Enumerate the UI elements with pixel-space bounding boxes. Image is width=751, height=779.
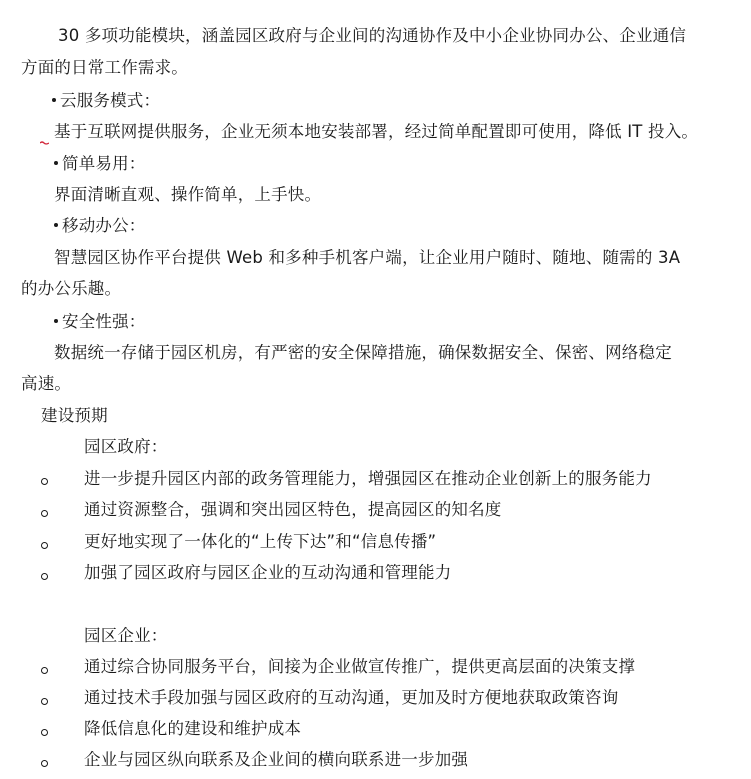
feature-desc-cloud: 基于互联网提供服务，企业无须本地安装部署，经过简单配置即可使用，降低 IT 投入。 — [54, 122, 699, 141]
government-heading: 园区政府： — [84, 437, 168, 456]
feature-title-easy: 简单易用： — [54, 153, 146, 175]
bullet-dot-icon — [54, 319, 58, 323]
government-item: 加强了园区政府与园区企业的互动沟通和管理能力 — [84, 563, 452, 582]
enterprise-item: 企业与园区纵向联系及企业间的横向联系进一步加强 — [84, 750, 469, 769]
circle-bullet-icon — [41, 760, 48, 767]
enterprise-item: 通过综合协同服务平台，间接为企业做宣传推广，提供更高层面的决策支撑 — [84, 657, 636, 676]
feature-title-security: 安全性强： — [54, 311, 146, 333]
intro-line-2: 方面的日常工作需求。 — [21, 58, 188, 77]
section-title: 建设预期 — [41, 406, 108, 425]
intro-line-1: 30 多项功能模块，涵盖园区政府与企业间的沟通协作及中小企业协同办公、企业通信 — [58, 26, 687, 45]
bullet-dot-icon — [52, 98, 56, 102]
enterprise-heading: 园区企业： — [84, 626, 168, 645]
bullet-dot-icon — [54, 161, 58, 165]
government-item: 更好地实现了一体化的“上传下达”和“信息传播” — [84, 532, 437, 551]
feature-title-cloud: 云服务模式： — [52, 90, 160, 112]
circle-bullet-icon — [41, 729, 48, 736]
feature-desc-security-2: 高速。 — [21, 374, 72, 393]
circle-bullet-icon — [41, 698, 48, 705]
enterprise-item: 降低信息化的建设和维护成本 — [84, 719, 302, 738]
enterprise-item: 通过技术手段加强与园区政府的互动沟通，更加及时方便地获取政策咨询 — [84, 688, 619, 707]
feature-desc-mobile-1: 智慧园区协作平台提供 Web 和多种手机客户端，让企业用户随时、随地、随需的 3A — [54, 248, 681, 267]
government-item: 通过资源整合，强调和突出园区特色，提高园区的知名度 — [84, 500, 502, 519]
feature-desc-mobile-2: 的办公乐趣。 — [21, 279, 122, 298]
feature-desc-easy: 界面清晰直观、操作简单，上手快。 — [54, 185, 322, 204]
feature-title-mobile: 移动办公： — [54, 215, 146, 237]
spellcheck-mark-icon — [40, 141, 49, 146]
government-item: 进一步提升园区内部的政务管理能力，增强园区在推动企业创新上的服务能力 — [84, 469, 652, 488]
feature-desc-security-1: 数据统一存储于园区机房，有严密的安全保障措施，确保数据安全、保密、网络稳定 — [54, 343, 672, 362]
circle-bullet-icon — [41, 510, 48, 517]
circle-bullet-icon — [41, 542, 48, 549]
circle-bullet-icon — [41, 573, 48, 580]
circle-bullet-icon — [41, 667, 48, 674]
bullet-dot-icon — [54, 223, 58, 227]
circle-bullet-icon — [41, 478, 48, 485]
